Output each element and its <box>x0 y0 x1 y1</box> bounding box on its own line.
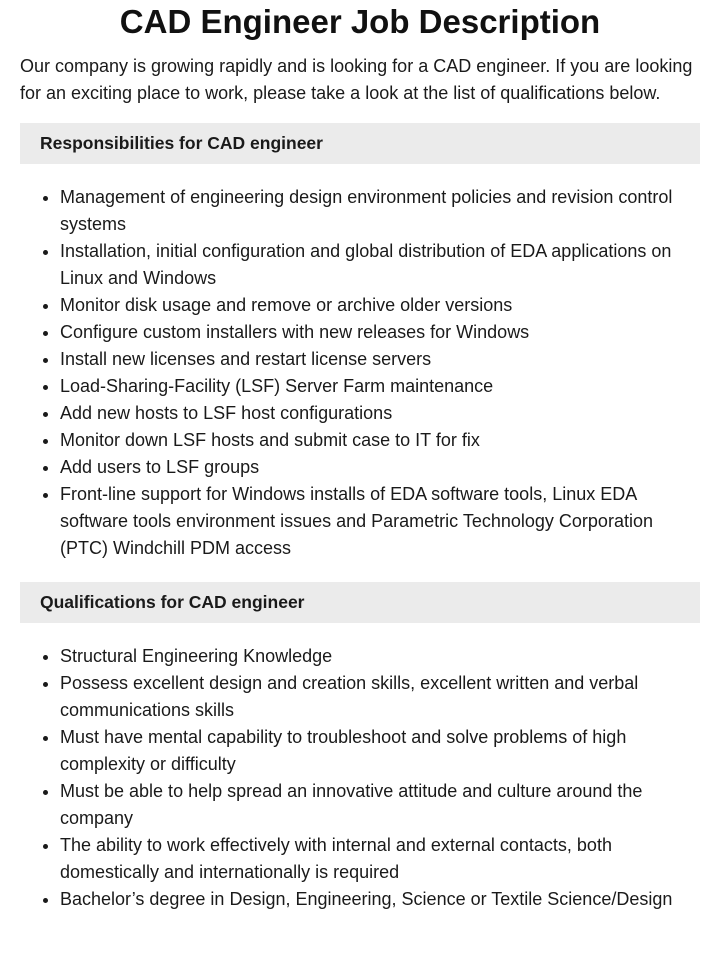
list-item: • Bachelor’s degree in Design, Engineering, Science or Textile Science/Design <box>60 886 700 913</box>
qualifications-heading: Qualifications for CAD engineer <box>20 582 700 623</box>
list-item: • Monitor disk usage and remove or archive older versions <box>60 292 700 319</box>
qualifications-list <box>20 643 700 913</box>
list-item: • Structural Engineering Knowledge <box>60 643 700 670</box>
list-item: • Must be able to help spread an innovative attitude and culture around the company <box>60 778 700 832</box>
list-item: • Monitor down LSF hosts and submit case to IT for fix <box>60 427 700 454</box>
list-item: • Add users to LSF groups <box>60 454 700 481</box>
list-item: • Load-Sharing-Facility (LSF) Server Farm maintenance <box>60 373 700 400</box>
list-item: • Configure custom installers with new releases for Windows <box>60 319 700 346</box>
list-item: • Front-line support for Windows installs of EDA software tools, Linux EDA software tools environment issues and Parametric Technology Corporation (PTC) Windchill PDM access <box>60 481 700 562</box>
responsibilities-list <box>20 184 700 562</box>
intro-paragraph: Our company is growing rapidly and is looking for a CAD engineer. If you are looking for an exciting place to work, please take a look at the list of qualifications below. <box>20 56 693 103</box>
list-item: • The ability to work effectively with internal and external contacts, both domestically and internationally is required <box>60 832 700 886</box>
list-item: • Must have mental capability to troubleshoot and solve problems of high complexity or difficulty <box>60 724 700 778</box>
page-title: CAD Engineer Job Description <box>119 3 601 40</box>
list-item: • Management of engineering design environment policies and revision control systems <box>60 184 700 238</box>
list-item: • Add new hosts to LSF host configurations <box>60 400 700 427</box>
responsibilities-heading: Responsibilities for CAD engineer <box>20 123 700 164</box>
list-item: • Installation, initial configuration and global distribution of EDA applications on Linux and Windows <box>60 238 700 292</box>
list-item: • Install new licenses and restart license servers <box>60 346 700 373</box>
list-item: • Possess excellent design and creation skills, excellent written and verbal communications skills <box>60 670 700 724</box>
